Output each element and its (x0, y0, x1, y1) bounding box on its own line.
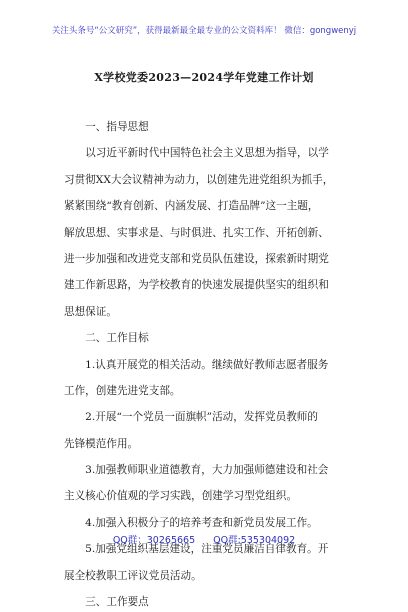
paragraph-line: 先锋模范作用。 (64, 437, 139, 450)
paragraph-line: 思想保证。 (64, 305, 117, 318)
document-title: X学校党委2023—2024学年党建工作计划 (94, 71, 314, 84)
paragraph-line: 5.加强党组织基层建设，注重党员廉洁自律教育。开 (64, 543, 329, 556)
paragraph-line: 进一步加强和改进党支部和党员队伍建设，探索新时期党 (64, 252, 329, 265)
paragraph-line: 3.加强教师职业道德教育，大力加强师德建设和社会 (64, 464, 329, 477)
paragraph-line: 以习近平新时代中国特色社会主义思想为指导，以学 (64, 147, 329, 160)
paragraph-line: 习贯彻XX大会议精神为动力，以创建先进党组织为抓手， (64, 173, 334, 186)
footer-qq-groups (0, 532, 408, 546)
paragraph-line: 1.认真开展党的相关活动。继续做好教师志愿者服务 (64, 358, 329, 371)
section-heading-work-points: 三、工作要点 (64, 596, 149, 609)
footer-qq-group-2: QQ群:535304092 (213, 535, 296, 546)
paragraph-line: 解放思想、实事求是、与时俱进、扎实工作、开拓创新、 (64, 226, 329, 239)
paragraph-line: 工作，创建先进党支部。 (64, 384, 181, 397)
section-heading-guiding-thought: 一、指导思想 (64, 121, 149, 133)
paragraph-line: 建工作新思路，为学校教育的快速发展提供坚实的组织和 (64, 279, 329, 292)
paragraph-line: 主义核心价值观的学习实践，创建学习型党组织。 (64, 490, 298, 503)
section-heading-work-goals: 二、工作目标 (64, 332, 149, 345)
footer-qq-group-1: QQ群：30265665 (112, 535, 196, 546)
header-promo-note: 关注头条号“公文研究”，获得最新最全最专业的公文资料库！ 微信：gongwenyj (51, 26, 357, 36)
paragraph-line: 4.加强入积极分子的培养考查和新党员发展工作。 (64, 516, 318, 529)
paragraph-line: 紧紧围绕“教育创新、内涵发展、打造品牌”这一主题， (64, 200, 319, 213)
paragraph-line: 2.开展“一个党员一面旗帜”活动，发挥党员教师的 (64, 411, 318, 424)
paragraph-line: 展全校教职工评议党员活动。 (64, 569, 202, 582)
